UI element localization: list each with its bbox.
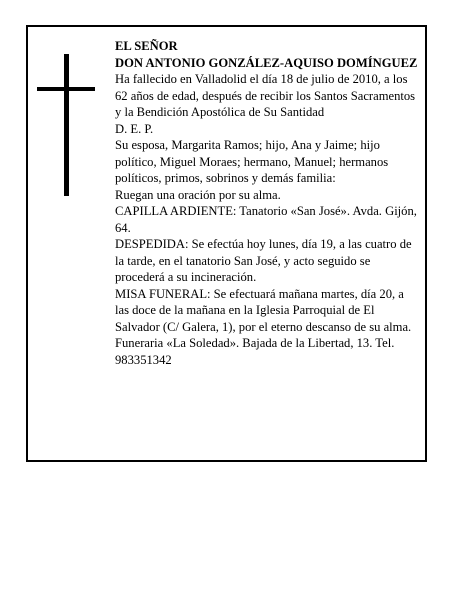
death-notice: Ha fallecido en Valladolid el día 18 de julio de 2010, a los 62 años de edad, después de recibir los Santos Sacramentos y la Bendición Apostólica de Su Santidad — [115, 72, 416, 119]
prayer-request: Ruegan una oración por su alma. — [115, 187, 281, 202]
family-list: Su esposa, Margarita Ramos; hijo, Ana y Jaime; hijo político, Miguel Moraes; hermano, Manuel; hermanos políticos, primos, sobrinos y demás familia: — [115, 138, 389, 185]
rip-line: D. E. P. — [115, 121, 154, 136]
funeral-home-info: Funeraria «La Soledad». Bajada de la Libertad, 13. Tel. 983351342 — [115, 336, 395, 367]
obituary-text — [115, 38, 420, 368]
title-line: EL SEÑOR — [115, 39, 178, 53]
chapel-info: CAPILLA ARDIENTE: Tanatorio «San José». Avda. Gijón, 64. — [115, 204, 417, 235]
cross-horizontal-bar — [37, 87, 95, 91]
farewell-info: DESPEDIDA: Se efectúa hoy lunes, día 19, a las cuatro de la tarde, en el tanatorio San José, y acto seguido se procederá a su incineración. — [115, 237, 412, 284]
cross-vertical-bar — [64, 54, 69, 196]
latin-cross-icon — [37, 54, 95, 196]
deceased-name: DON ANTONIO GONZÁLEZ-AQUISO DOMÍNGUEZ — [115, 55, 418, 70]
funeral-mass-info: MISA FUNERAL: Se efectuará mañana martes, día 20, a las doce de la mañana en la Iglesia Parroquial de El Salvador (C/ Galera, 1), por el eterno descanso de su alma. — [115, 286, 412, 334]
